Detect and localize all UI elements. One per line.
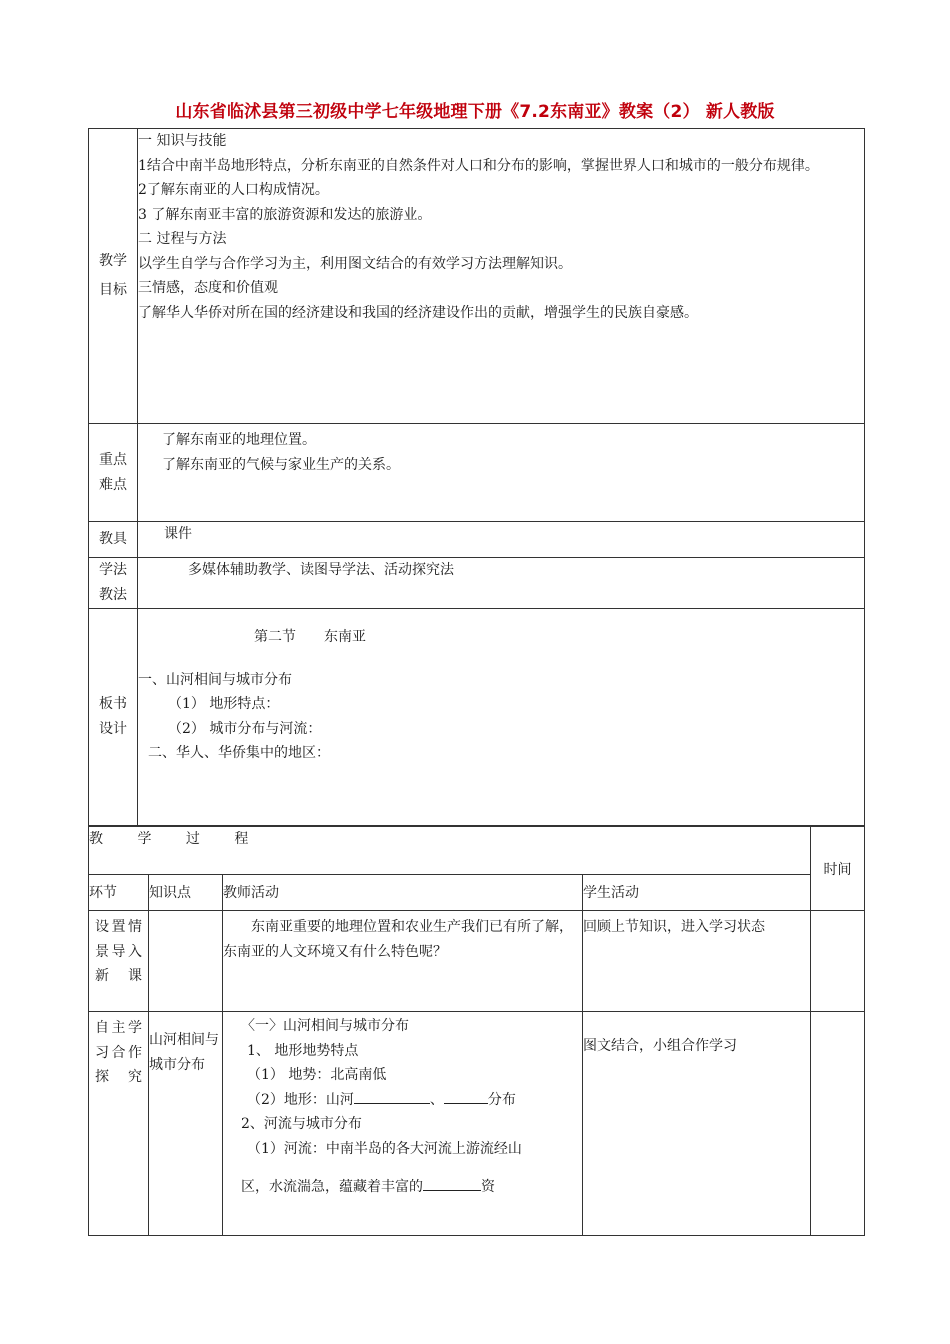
river-line: 区，水流湍急，蕴藏着丰富的 资	[241, 1175, 582, 1200]
table-row	[89, 1012, 865, 1236]
board-label: 板书 设计	[89, 609, 138, 826]
teaching-process-table	[88, 826, 865, 1236]
board-row	[89, 609, 865, 826]
landform-line: （2）地形：山河 、 分布	[241, 1088, 582, 1113]
methods-label: 学法 教法	[89, 558, 138, 609]
key-points-label: 重点 难点	[89, 424, 138, 522]
tools-label: 教具	[89, 522, 138, 558]
column-header-row	[89, 875, 865, 911]
table-row	[89, 911, 865, 1012]
process-header-row	[89, 827, 865, 875]
col-knowledge: 知识点	[149, 875, 223, 911]
document-title: 山东省临沭县第三初级中学七年级地理下册《7.2东南亚》教案（2） 新人教版	[175, 102, 775, 122]
stage-cell: 设置情景导入新课	[89, 911, 149, 1012]
board-heading: 第二节 东南亚	[254, 629, 366, 645]
key-points-content: 了解东南亚的地理位置。 了解东南亚的气候与家业生产的关系。	[138, 424, 865, 522]
fill-blank	[423, 1176, 481, 1191]
methods-row	[89, 558, 865, 609]
teacher-cell: 东南亚重要的地理位置和农业生产我们已有所了解，东南亚的人文环境又有什么特色呢？	[223, 911, 583, 1012]
time-cell	[811, 911, 865, 1012]
student-cell: 回顾上节知识，进入学习状态	[583, 911, 811, 1012]
lesson-plan-table	[88, 128, 865, 826]
stage-cell: 自主学习合作探究	[89, 1012, 149, 1236]
col-student: 学生活动	[583, 875, 811, 911]
tools-row	[89, 522, 865, 558]
knowledge-cell	[149, 911, 223, 1012]
time-header: 时间	[811, 827, 865, 911]
methods-content: 多媒体辅助教学、读图导学法、活动探究法	[138, 558, 865, 609]
time-cell	[811, 1012, 865, 1236]
col-teacher: 教师活动	[223, 875, 583, 911]
fill-blank	[444, 1089, 488, 1104]
key-points-row	[89, 424, 865, 522]
objectives-content: 一 知识与技能 1结合中南半岛地形特点，分析东南亚的自然条件对人口和分布的影响，掌握世界人口和城市的一般分布规律。 2了解东南亚的人口构成情况。 3 了解东南亚丰富的旅游资源和发达的旅游业。 二 过程与方法 以学生自学与合作学习为主，利用图文结合的有效学习方法理解知识。 三情感，态度和价值观 了解华人华侨对所在国的经济建设和我国的经济建设作出的贡献，增强学生的民族自豪感。	[138, 129, 865, 424]
fill-blank	[354, 1089, 430, 1104]
col-stage: 环节	[89, 875, 149, 911]
student-cell: 图文结合，小组合作学习	[583, 1012, 811, 1236]
objectives-label: 教学 目标	[89, 129, 138, 424]
teacher-cell: 〈一〉山河相间与城市分布 1、 地形地势特点 （1） 地势：北高南低 （2）地形：山河 、 分布 2、河流与城市分布 （1）河流：中南半岛的各大河流上游流经山 区，水流湍急，蕴藏着丰富的 资	[223, 1012, 583, 1236]
process-header: 教 学 过 程	[89, 827, 811, 875]
board-content: 第二节 东南亚 一、山河相间与城市分布 （1） 地形特点： （2） 城市分布与河流： 二、华人、华侨集中的地区：	[138, 609, 865, 826]
knowledge-cell: 山河相间与城市分布	[149, 1012, 223, 1236]
tools-content: 课件	[138, 522, 865, 558]
objectives-row	[89, 129, 865, 424]
